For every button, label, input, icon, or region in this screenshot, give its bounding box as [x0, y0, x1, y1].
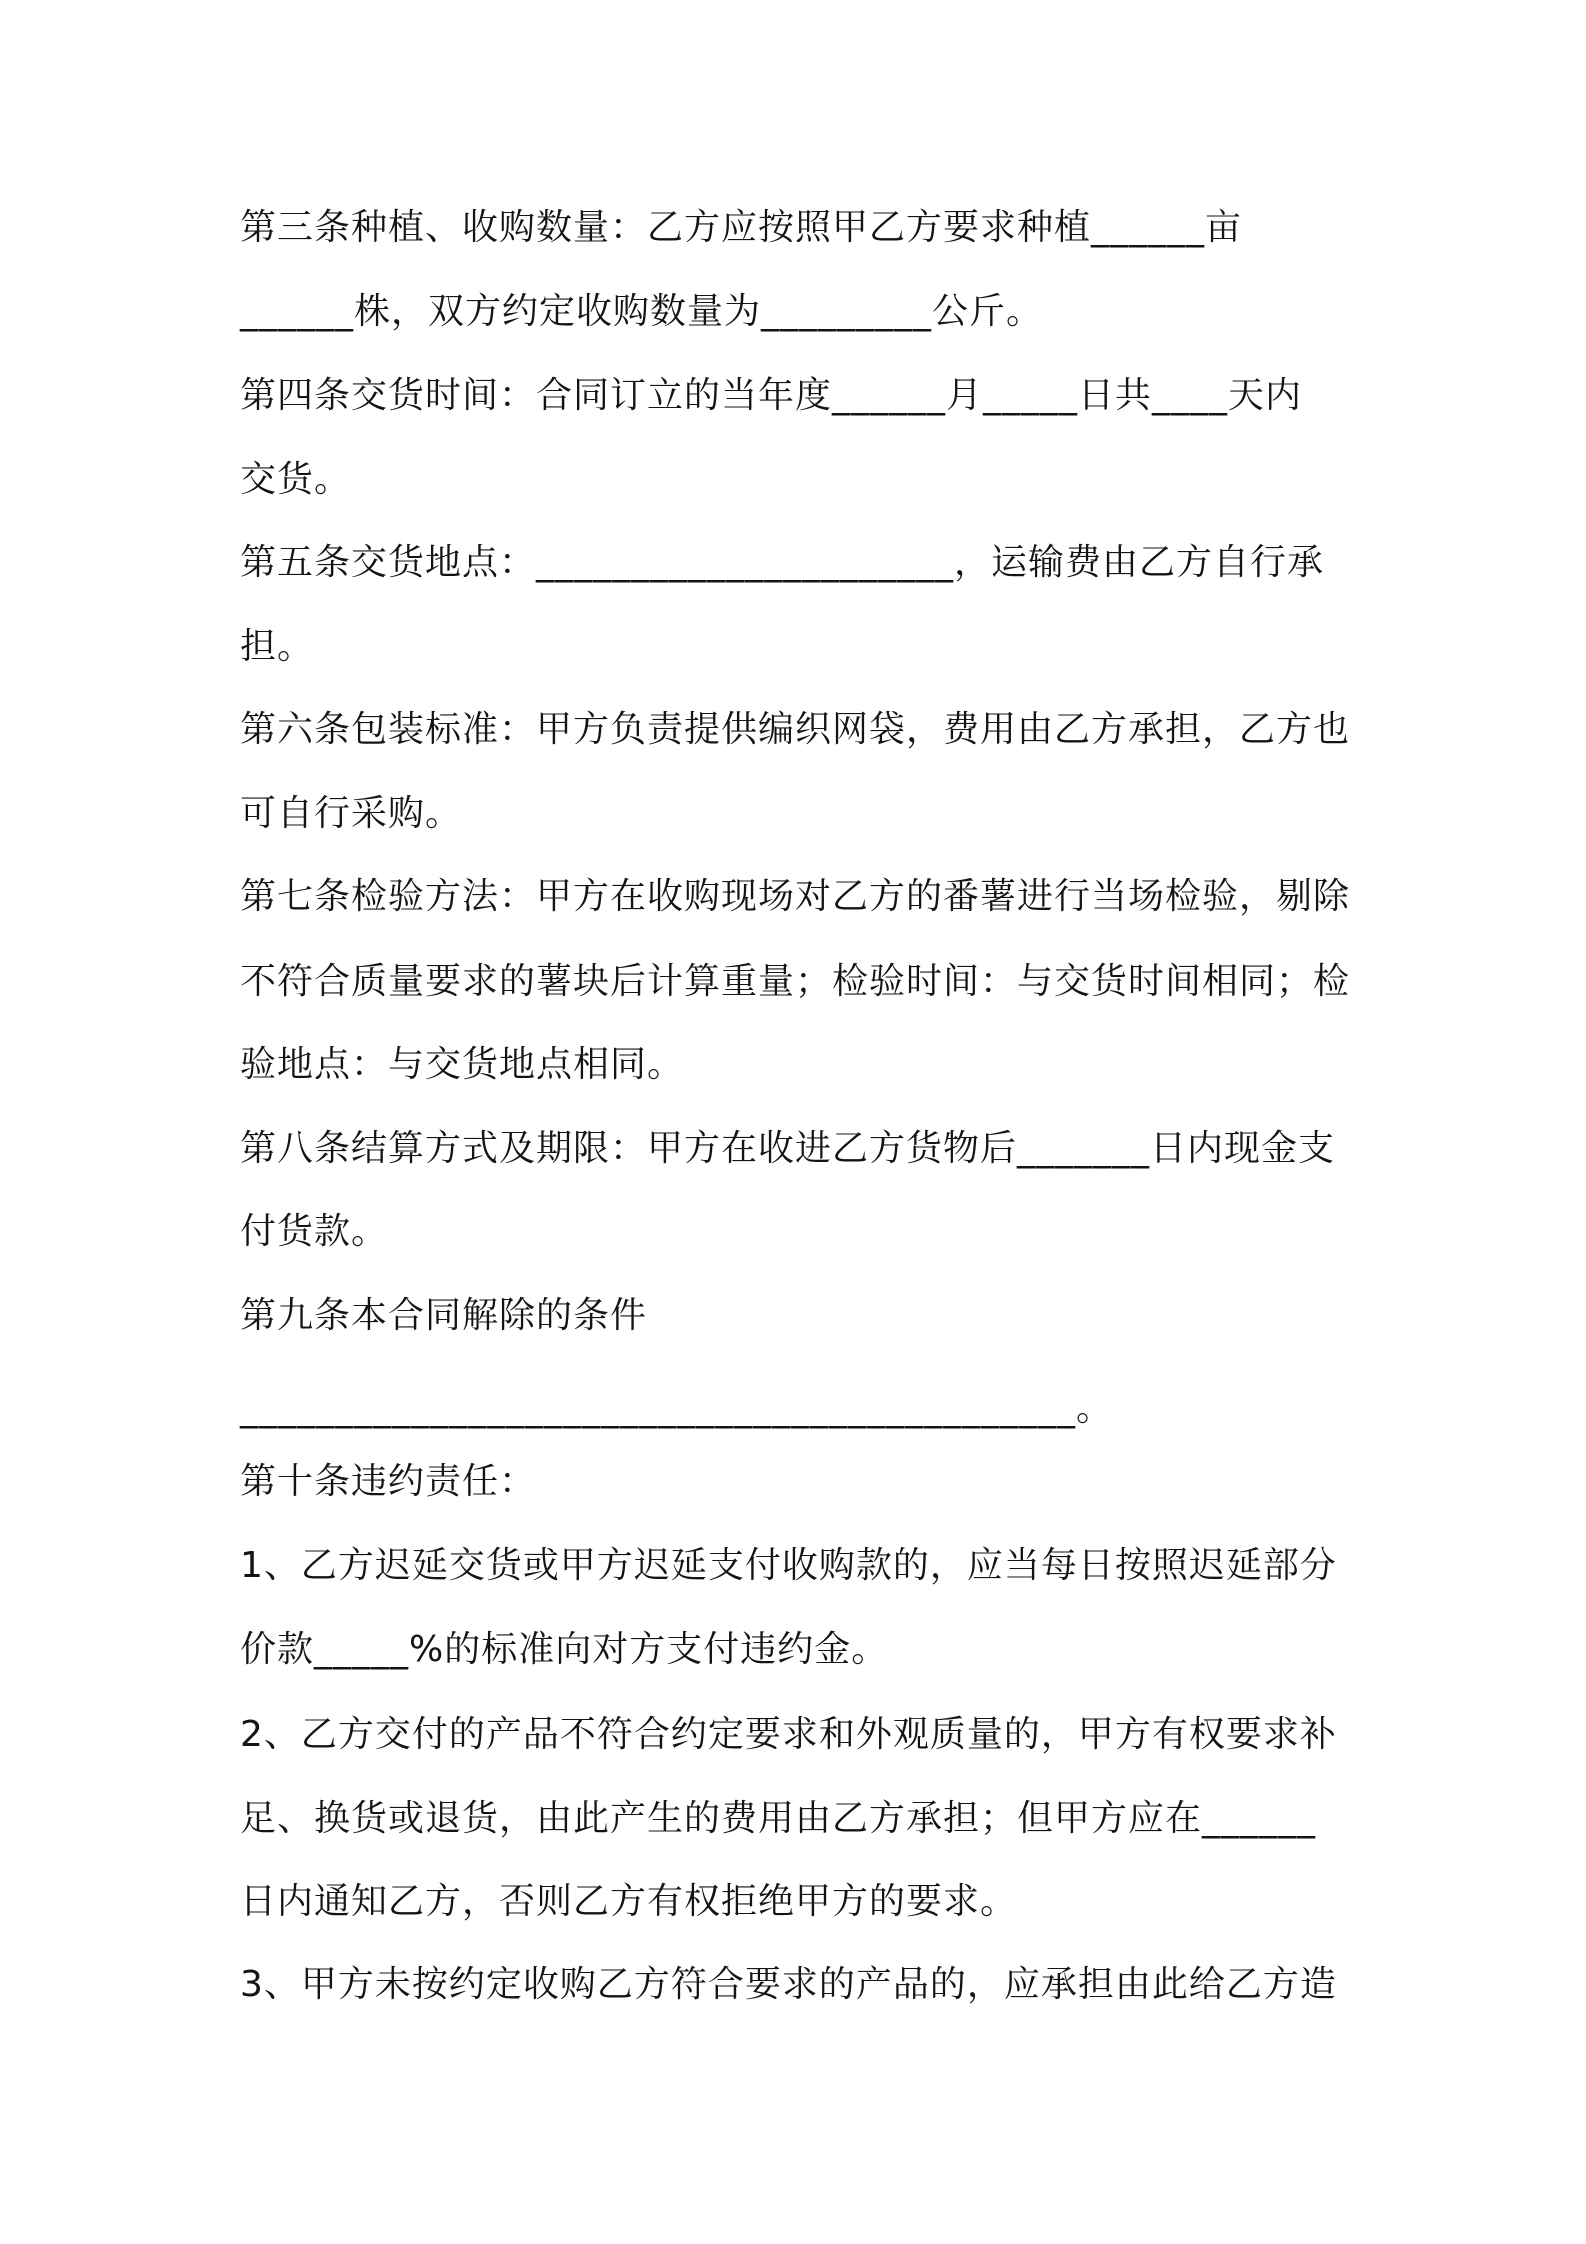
text-line: 第四条交货时间：合同订立的当年度______月_____日共____天内 [240, 375, 1303, 416]
text-line: 第五条交货地点：______________________，运输费由乙方自行承 [240, 542, 1325, 583]
text-line: 1、乙方迟延交货或甲方迟延支付收购款的，应当每日按照迟延部分 [240, 1545, 1337, 1586]
text-line: 日内通知乙方，否则乙方有权拒绝甲方的要求。 [240, 1881, 1018, 1922]
text-line: 验地点：与交货地点相同。 [240, 1044, 685, 1085]
text-line: 第三条种植、收购数量：乙方应按照甲乙方要求种植______亩 [240, 207, 1243, 248]
text-line: 不符合质量要求的薯块后计算重量；检验时间：与交货时间相同；检 [240, 961, 1351, 1002]
text-line: 第七条检验方法：甲方在收购现场对乙方的番薯进行当场检验，剔除 [240, 876, 1351, 917]
text-line: 3、甲方未按约定收购乙方符合要求的产品的，应承担由此给乙方造 [240, 1964, 1337, 2005]
text-line: 付货款。 [240, 1211, 389, 1252]
text-line: 第六条包装标准：甲方负责提供编织网袋，费用由乙方承担，乙方也 [240, 709, 1351, 750]
text-line: 担。 [240, 626, 315, 667]
text-line: 价款_____%的标准向对方支付违约金。 [240, 1629, 889, 1670]
text-line: 第九条本合同解除的条件 [240, 1295, 648, 1336]
text-line: 第八条结算方式及期限：甲方在收进乙方货物后_______日内现金支 [240, 1128, 1336, 1169]
text-line: 可自行采购。 [240, 793, 463, 834]
text-line: ______株，双方约定收购数量为_________公斤。 [240, 291, 1044, 332]
text-line: 第十条违约责任： [240, 1461, 537, 1502]
text-line: ____________________________________________。 [240, 1388, 1113, 1429]
text-line: 足、换货或退货，由此产生的费用由乙方承担；但甲方应在______ [240, 1798, 1317, 1839]
text-line: 2、乙方交付的产品不符合约定要求和外观质量的，甲方有权要求补 [240, 1714, 1337, 1755]
text-line: 交货。 [240, 459, 352, 500]
